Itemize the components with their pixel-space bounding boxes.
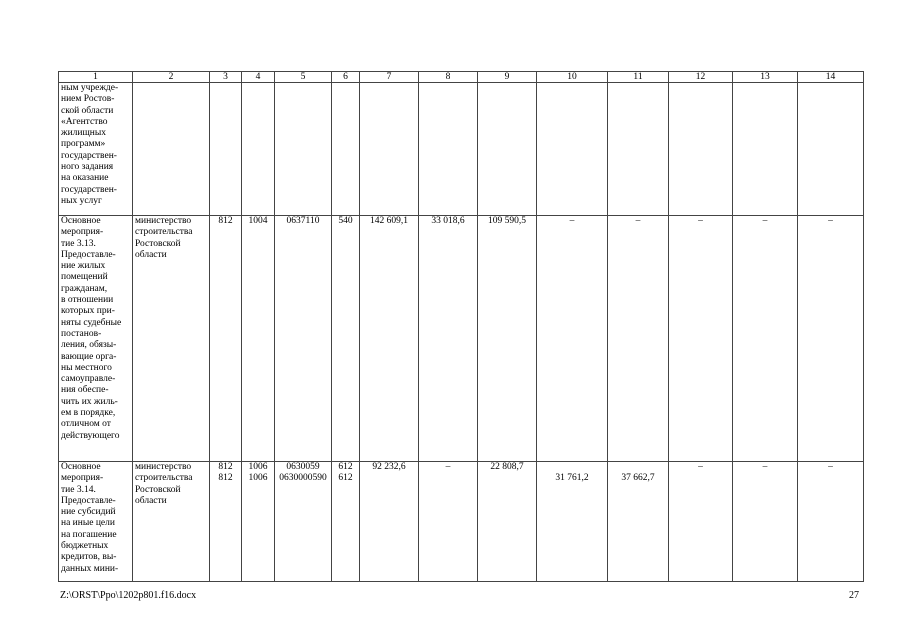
executor-cell <box>133 216 210 462</box>
rzpr-cell-line: 1006 <box>248 462 268 472</box>
year-cell: – <box>669 216 733 462</box>
activity-name-line: няты судебные <box>61 317 122 328</box>
table-row <box>59 83 864 216</box>
col-header: 12 <box>669 72 733 83</box>
activity-name-line: самоуправле- <box>61 374 116 385</box>
col-header: 9 <box>478 72 537 83</box>
activity-name-line: на оказание <box>61 173 109 184</box>
executor-cell-line: министерство <box>135 462 192 472</box>
executor-cell <box>133 462 210 582</box>
activity-name-line: государствен- <box>61 150 117 161</box>
gbrs-cell <box>210 216 242 462</box>
gbrs-cell <box>210 462 242 582</box>
year-cell: – <box>419 462 478 582</box>
executor-cell-line: министерство <box>135 216 192 226</box>
year-cell <box>419 83 478 216</box>
csr-cell <box>275 83 332 216</box>
table-row <box>59 462 864 582</box>
gbrs-cell-line: 812 <box>218 473 233 484</box>
page-number: 27 <box>849 590 859 601</box>
activity-name-line: ние субсидий <box>61 507 116 518</box>
executor-cell-line: Ростовской <box>135 484 181 495</box>
year-cell: 109 590,5 <box>478 216 537 462</box>
activity-name-line: действующего <box>61 430 120 441</box>
executor-cell-line: Ростовской <box>135 238 181 249</box>
activity-name-line: программ» <box>61 139 106 150</box>
activity-name-line: мероприя- <box>61 473 104 484</box>
activity-name-line: тие 3.14. <box>61 484 96 495</box>
activity-name-line: помещений <box>61 272 108 283</box>
activity-name-line: нием Ростов- <box>61 94 115 105</box>
col-header: 14 <box>798 72 864 83</box>
year-cell: – <box>669 462 733 582</box>
vr-cell-line: 612 <box>338 473 353 484</box>
file-path: Z:\ORST\Ppo\1202p801.f16.docx <box>60 590 197 601</box>
year-cell: – <box>798 462 864 582</box>
year-cell: – <box>798 216 864 462</box>
rzpr-cell <box>242 216 275 462</box>
year-cell: 22 808,7 <box>478 462 537 582</box>
csr-cell-line: 0630059 <box>286 462 320 472</box>
activity-name-line: ных услуг <box>61 195 102 206</box>
rzpr-cell <box>242 462 275 582</box>
activity-name-line: чить их жиль- <box>61 396 118 407</box>
activity-name-line: которых при- <box>61 306 115 317</box>
activity-name-line: бюджетных <box>61 541 109 552</box>
col-header: 5 <box>275 72 332 83</box>
activity-name-line: гражданам, <box>61 283 108 294</box>
activity-name-line: постанов- <box>61 328 102 339</box>
col-header: 2 <box>133 72 210 83</box>
year-cell: 33 018,6 <box>419 216 478 462</box>
executor-cell-line: области <box>135 495 167 506</box>
activity-name-line: ным учрежде- <box>61 83 119 93</box>
col-header: 3 <box>210 72 242 83</box>
activity-name-line: ем в порядке, <box>61 408 116 419</box>
activity-name-line: данных мини- <box>61 563 119 574</box>
year-cell: – <box>608 216 669 462</box>
gbrs-cell-line: 812 <box>218 216 233 226</box>
activity-name-line: на иные цели <box>61 518 115 529</box>
col-header: 1 <box>59 72 133 83</box>
year-cell: 37 662,7 <box>608 462 669 582</box>
activity-name <box>59 83 133 216</box>
activity-name-line: «Агентство <box>61 116 108 127</box>
activity-name-line: на погашение <box>61 529 117 540</box>
year-cell <box>537 83 608 216</box>
executor-cell-line: строительства <box>135 227 193 238</box>
vr-cell-line: 612 <box>338 462 353 472</box>
col-header: 11 <box>608 72 669 83</box>
program-table <box>58 71 864 582</box>
activity-name-line: Предоставле- <box>61 495 116 506</box>
activity-name-line: Основное <box>61 462 101 472</box>
activity-name-line: ны местного <box>61 362 112 373</box>
year-cell <box>669 83 733 216</box>
activity-name-line: вающие орга- <box>61 351 117 362</box>
year-cell: – <box>733 462 798 582</box>
activity-name-line: жилищных <box>61 128 107 139</box>
executor-cell-line: строительства <box>135 473 193 484</box>
rzpr-cell-line: 1006 <box>248 473 268 484</box>
year-cell <box>798 83 864 216</box>
year-cell <box>608 83 669 216</box>
col-header: 8 <box>419 72 478 83</box>
year-cell: 31 761,2 <box>537 462 608 582</box>
activity-name-line: государствен- <box>61 184 117 195</box>
total-cell <box>360 83 419 216</box>
activity-name-line: Основное <box>61 216 101 226</box>
vr-cell-line: 540 <box>338 216 353 226</box>
activity-name-line: Предоставле- <box>61 249 116 260</box>
csr-cell <box>275 216 332 462</box>
activity-name-line: ного задания <box>61 162 114 173</box>
activity-name-line: ской области <box>61 105 114 116</box>
activity-name <box>59 462 133 582</box>
activity-name-line: кредитов, вы- <box>61 552 117 563</box>
executor-cell-line: области <box>135 249 167 260</box>
table-row <box>59 216 864 462</box>
year-cell: – <box>733 216 798 462</box>
csr-cell-line: 0630000590 <box>279 473 327 484</box>
col-header: 7 <box>360 72 419 83</box>
activity-name <box>59 216 133 462</box>
gbrs-cell-line: 812 <box>218 462 233 472</box>
col-header: 4 <box>242 72 275 83</box>
executor-cell <box>133 83 210 216</box>
vr-cell <box>332 83 360 216</box>
activity-name-line: мероприя- <box>61 227 104 238</box>
vr-cell <box>332 462 360 582</box>
year-cell <box>733 83 798 216</box>
col-header: 6 <box>332 72 360 83</box>
column-number-row <box>59 72 864 83</box>
activity-name-line: ние жилых <box>61 261 106 272</box>
activity-name-line: в отношении <box>61 295 114 306</box>
col-header: 13 <box>733 72 798 83</box>
csr-cell <box>275 462 332 582</box>
total-cell: 142 609,1 <box>360 216 419 462</box>
gbrs-cell <box>210 83 242 216</box>
activity-name-line: ления, обязы- <box>61 340 117 351</box>
total-cell: 92 232,6 <box>360 462 419 582</box>
rzpr-cell-line: 1004 <box>248 216 268 226</box>
csr-cell-line: 0637110 <box>286 216 320 226</box>
year-cell <box>478 83 537 216</box>
year-cell: – <box>537 216 608 462</box>
vr-cell <box>332 216 360 462</box>
activity-name-line: ния обеспе- <box>61 385 109 396</box>
rzpr-cell <box>242 83 275 216</box>
col-header: 10 <box>537 72 608 83</box>
activity-name-line: отличном от <box>61 419 111 430</box>
activity-name-line: тие 3.13. <box>61 238 96 249</box>
